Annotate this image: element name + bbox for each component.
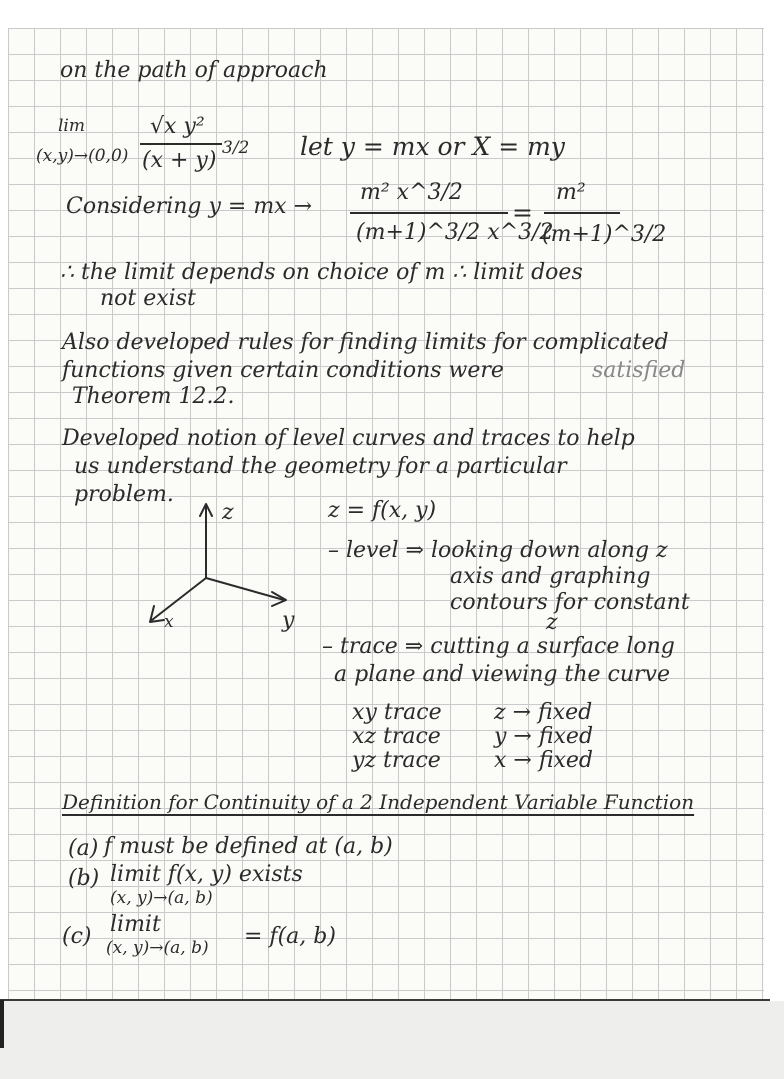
considering-line: Considering y = mx → bbox=[66, 194, 313, 219]
yz-fixed: x → fixed bbox=[494, 748, 594, 773]
limit-subscript: (x,y)→(0,0) bbox=[36, 146, 129, 166]
let-substitution: let y = mx or X = my bbox=[300, 132, 565, 161]
also-developed-line: Also developed rules for finding limits for complicated bbox=[62, 330, 669, 355]
substitution-numerator: m² x^3/2 bbox=[360, 180, 463, 205]
limit-denominator: (x + y) bbox=[142, 148, 217, 173]
y-axis-line bbox=[206, 578, 284, 600]
level-line-4: z bbox=[546, 610, 558, 635]
item-b-text: limit f(x, y) exists bbox=[110, 862, 303, 887]
item-b-subscript: (x, y)→(a, b) bbox=[110, 888, 213, 908]
y-axis-label: y bbox=[282, 608, 295, 633]
substitution-denominator: (m+1)^3/2 x^3/2 bbox=[356, 220, 554, 245]
item-b-label: (b) bbox=[68, 866, 100, 891]
item-c-subscript: (x, y)→(a, b) bbox=[106, 938, 209, 958]
functions-given-line: functions given certain conditions were bbox=[62, 358, 504, 383]
limit-word: lim bbox=[58, 116, 85, 136]
level-line-3: contours for constant bbox=[450, 590, 690, 615]
xz-fixed: y → fixed bbox=[494, 724, 594, 749]
page-footer-strip bbox=[0, 1001, 784, 1079]
developed-notion-line: Developed notion of level curves and traces to help bbox=[62, 426, 635, 451]
yz-trace: yz trace bbox=[352, 748, 441, 773]
satisfied-word: satisfied bbox=[592, 358, 686, 383]
limit-numerator: √x y² bbox=[150, 114, 205, 139]
limit-exponent: 3/2 bbox=[222, 138, 250, 158]
left-edge-bar bbox=[0, 1000, 4, 1048]
level-line-1: – level ⇒ looking down along z bbox=[328, 538, 668, 563]
z-equals-f: z = f(x, y) bbox=[328, 498, 437, 523]
x-axis-line bbox=[152, 578, 206, 620]
trace-line-1: – trace ⇒ cutting a surface long bbox=[322, 634, 675, 659]
problem-word: problem. bbox=[74, 482, 174, 507]
item-c-text: limit bbox=[110, 912, 161, 937]
therefore-line: ∴ the limit depends on choice of m ∴ limit does bbox=[60, 260, 583, 285]
item-c-label: (c) bbox=[62, 924, 92, 949]
path-of-approach-line: on the path of approach bbox=[60, 58, 328, 83]
limit-fraction-bar bbox=[140, 143, 222, 145]
item-c-equals: = f(a, b) bbox=[244, 924, 336, 949]
equals-sign: = bbox=[512, 198, 533, 227]
xy-trace: xy trace bbox=[352, 700, 442, 725]
level-line-2: axis and graphing bbox=[450, 564, 651, 589]
trace-line-2: a plane and viewing the curve bbox=[334, 662, 670, 687]
understand-geometry-line: us understand the geometry for a particular bbox=[74, 454, 567, 479]
result-numerator: m² bbox=[556, 180, 586, 205]
item-a-text: f must be defined at (a, b) bbox=[104, 834, 393, 859]
result-denominator: (m+1)^3/2 bbox=[542, 222, 667, 247]
x-axis-label: x bbox=[164, 612, 174, 632]
definition-heading: Definition for Continuity of a 2 Independent Variable Function bbox=[62, 790, 695, 814]
xy-fixed: z → fixed bbox=[494, 700, 593, 725]
result-fraction-bar bbox=[544, 212, 620, 214]
not-exist-line: not exist bbox=[100, 286, 196, 311]
xz-trace: xz trace bbox=[352, 724, 441, 749]
z-axis-label: z bbox=[222, 500, 234, 525]
theorem-reference: Theorem 12.2. bbox=[72, 384, 235, 409]
substitution-fraction-bar bbox=[350, 212, 508, 214]
item-a-label: (a) bbox=[68, 836, 99, 861]
